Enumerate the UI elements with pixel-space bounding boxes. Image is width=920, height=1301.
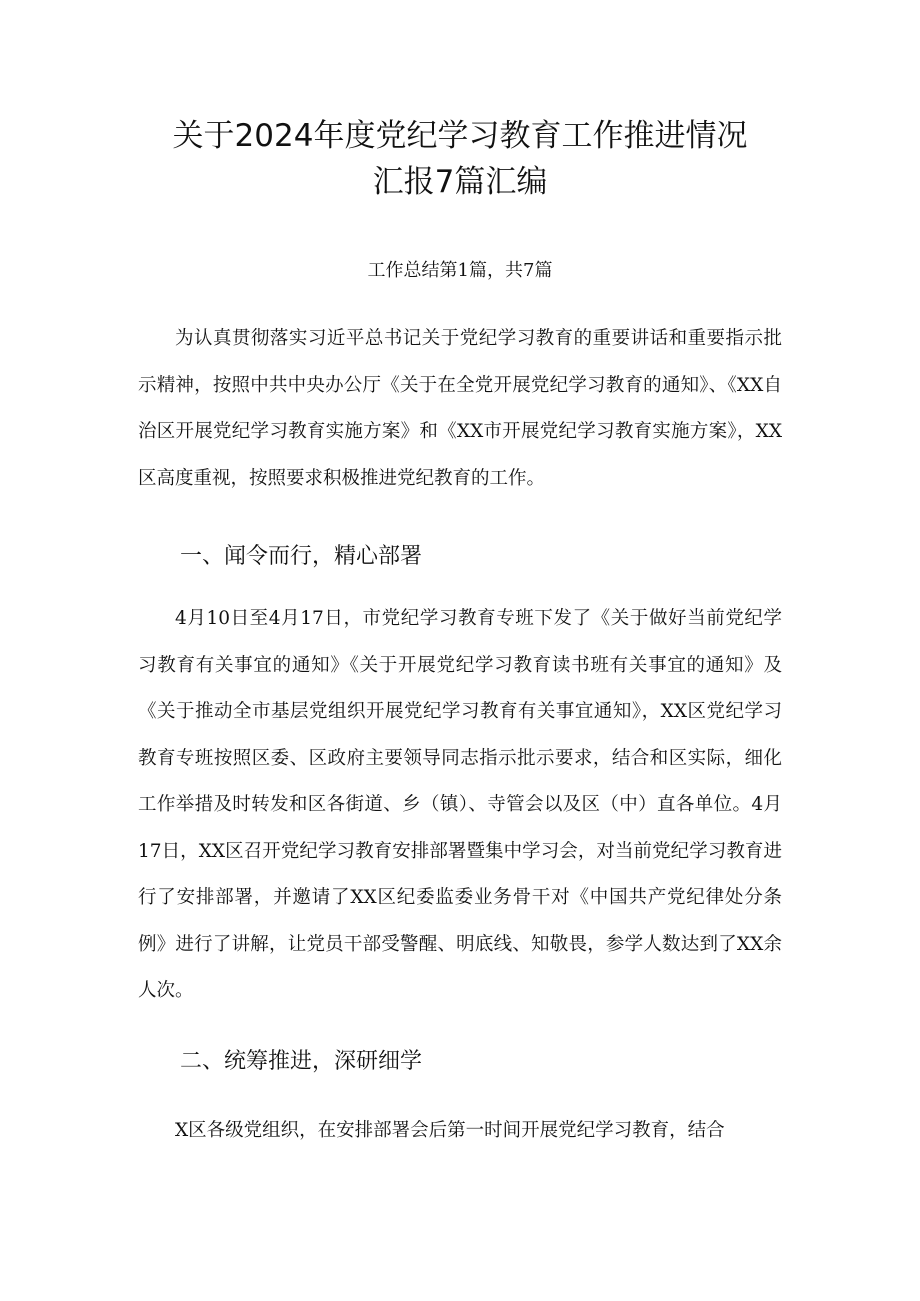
paragraph-intro: 为认真贯彻落实习近平总书记关于党纪学习教育的重要讲话和重要指示批示精神，按照中共中央办公厅《关于在全党开展党纪学习教育的通知》、《XX自治区开展党纪学习教育实施方案》和《XX市开展党纪学习教育实施方案》，XX区高度重视，按照要求积极推进党纪教育的工作。 [138, 328, 782, 489]
paragraph-section-1: 4月10日至4月17日，市党纪学习教育专班下发了《关于做好当前党纪学习教育有关事宜的通知》《关于开展党纪学习教育读书班有关事宜的通知》及《关于推动全市基层党组织开展党纪学习教育有关事宜通知》，XX区党纪学习教育专班按照区委、区政府主要领导同志指示批示要求，结合和区实际，细化工作举措及时转发和区各街道、乡（镇）、寺管会以及区（中）直各单位。4月17日，XX区召开党纪学习教育安排部署暨集中学习会，对当前党纪学习教育进行了安排部署，并邀请了XX区纪委监委业务骨干对《中国共产党纪律处分条例》进行了讲解，让党员干部受警醒、明底线、知敬畏，参学人数达到了XX余人次。 [138, 608, 782, 1001]
paragraph-section-2: X区各级党组织，在安排部署会后第一时间开展党纪学习教育，结合 [175, 1120, 725, 1141]
document-title-line-2: 汇报7篇汇编 [372, 164, 548, 200]
document-title-line-1: 关于2024年度党纪学习教育工作推进情况 [172, 118, 748, 154]
document-subtitle: 工作总结第1篇，共7篇 [367, 260, 553, 281]
section-heading-1: 一、闻令而行，精心部署 [180, 544, 423, 569]
section-heading-2: 二、统筹推进，深研细学 [180, 1049, 423, 1074]
